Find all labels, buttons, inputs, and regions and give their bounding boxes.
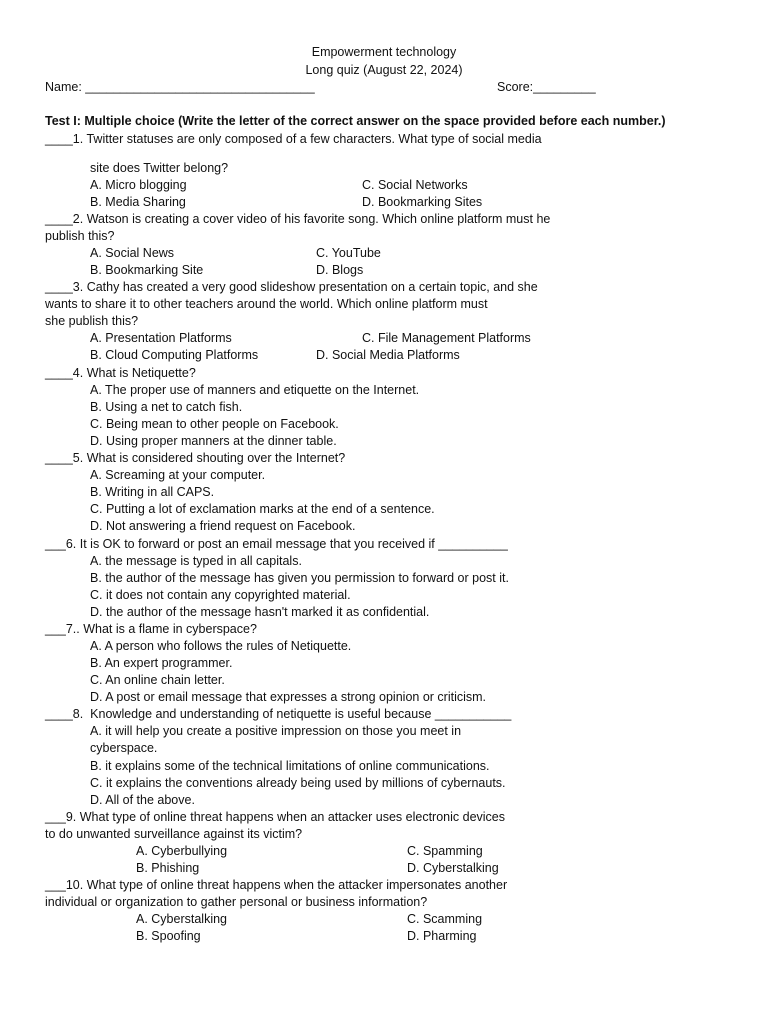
quiz-title: Long quiz (August 22, 2024) <box>305 63 463 77</box>
q7-option-b: B. An expert programmer. <box>90 656 233 670</box>
question-4: ____4. What is Netiquette? <box>45 366 196 380</box>
question-1-cont: site does Twitter belong? <box>90 161 229 175</box>
q2-option-a: A. Social News <box>90 246 175 260</box>
question-1: ____1. Twitter statuses are only composed of a few characters. What type of social media <box>45 132 542 146</box>
q9-option-c: C. Spamming <box>407 844 483 858</box>
q1-option-a: A. Micro blogging <box>90 178 187 192</box>
q6-option-b: B. the author of the message has given you permission to forward or post it. <box>90 571 509 585</box>
q5-option-d: D. Not answering a friend request on Facebook. <box>90 519 356 533</box>
q2-option-b: B. Bookmarking Site <box>90 263 204 277</box>
q7-option-d: D. A post or email message that expresses a strong opinion or criticism. <box>90 690 487 704</box>
q5-option-b: B. Writing in all CAPS. <box>90 485 215 499</box>
q4-option-b: B. Using a net to catch fish. <box>90 400 243 414</box>
question-5: ____5. What is considered shouting over the Internet? <box>45 451 346 465</box>
question-2: ____2. Watson is creating a cover video of his favorite song. Which online platform must he <box>45 212 551 226</box>
name-field: Name: _________________________________ <box>45 80 315 94</box>
q3-option-c: C. File Management Platforms <box>362 331 531 345</box>
q4-option-d: D. Using proper manners at the dinner table. <box>90 434 337 448</box>
question-10: ___10. What type of online threat happens when the attacker impersonates another <box>45 878 508 892</box>
q8-option-c: C. it explains the conventions already being used by millions of cybernauts. <box>90 776 506 790</box>
q10-option-a: A. Cyberstalking <box>136 912 228 926</box>
q8-option-d: D. All of the above. <box>90 793 195 807</box>
question-7: ___7.. What is a flame in cyberspace? <box>45 622 257 636</box>
q10-option-b: B. Spoofing <box>136 929 201 943</box>
q1-option-d: D. Bookmarking Sites <box>362 195 483 209</box>
question-9-cont: to do unwanted surveillance against its victim? <box>45 827 303 841</box>
q1-option-c: C. Social Networks <box>362 178 468 192</box>
q5-option-c: C. Putting a lot of exclamation marks at the end of a sentence. <box>90 502 435 516</box>
q8-option-a-cont: cyberspace. <box>90 741 158 755</box>
q7-option-a: A. A person who follows the rules of Netiquette. <box>90 639 352 653</box>
question-3-cont2: she publish this? <box>45 314 139 328</box>
q6-option-d: D. the author of the message hasn't marked it as confidential. <box>90 605 430 619</box>
question-9: ___9. What type of online threat happens when an attacker uses electronic devices <box>45 810 506 824</box>
subject-title: Empowerment technology <box>311 45 457 59</box>
test-instruction: Test I: Multiple choice (Write the letter of the correct answer on the space provided before each number.) <box>45 114 666 128</box>
q9-option-a: A. Cyberbullying <box>136 844 228 858</box>
q2-option-c: C. YouTube <box>316 246 381 260</box>
q4-option-a: A. The proper use of manners and etiquette on the Internet. <box>90 383 420 397</box>
q9-option-b: B. Phishing <box>136 861 200 875</box>
q10-option-c: C. Scamming <box>407 912 483 926</box>
q3-option-d: D. Social Media Platforms <box>316 348 460 362</box>
q3-option-a: A. Presentation Platforms <box>90 331 232 345</box>
score-field: Score:_________ <box>497 80 596 94</box>
q8-option-a: A. it will help you create a positive impression on those you meet in <box>90 724 462 738</box>
question-3: ____3. Cathy has created a very good slideshow presentation on a certain topic, and she <box>45 280 538 294</box>
question-8: ____8. Knowledge and understanding of netiquette is useful because ___________ <box>45 707 512 721</box>
q3-option-b: B. Cloud Computing Platforms <box>90 348 259 362</box>
q10-option-d: D. Pharming <box>407 929 477 943</box>
q5-option-a: A. Screaming at your computer. <box>90 468 266 482</box>
question-2-cont: publish this? <box>45 229 115 243</box>
question-6: ___6. It is OK to forward or post an email message that you received if __________ <box>45 537 508 551</box>
q2-option-d: D. Blogs <box>316 263 364 277</box>
q9-option-d: D. Cyberstalking <box>407 861 499 875</box>
q4-option-c: C. Being mean to other people on Facebook. <box>90 417 339 431</box>
question-3-cont: wants to share it to other teachers around the world. Which online platform must <box>45 297 488 311</box>
q6-option-c: C. it does not contain any copyrighted material. <box>90 588 351 602</box>
q1-option-b: B. Media Sharing <box>90 195 186 209</box>
question-10-cont: individual or organization to gather personal or business information? <box>45 895 428 909</box>
q8-option-b: B. it explains some of the technical limitations of online communications. <box>90 759 490 773</box>
q6-option-a: A. the message is typed in all capitals. <box>90 554 302 568</box>
q7-option-c: C. An online chain letter. <box>90 673 225 687</box>
